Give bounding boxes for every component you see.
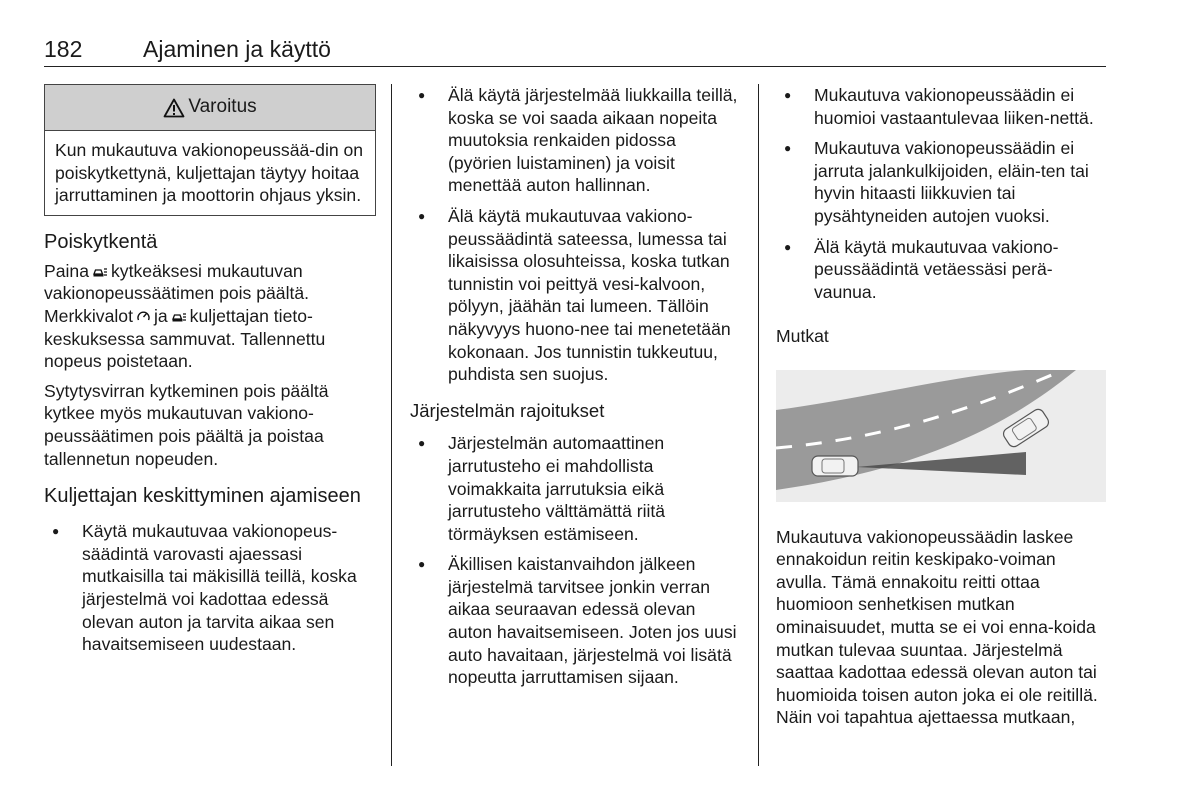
list-item: ● Mukautuva vakionopeussäädin ei jarruta jalankulkijoiden, eläin-ten tai hyvin hitaasti liikkuvien tai pysähtyneiden autojen vuoksi.	[776, 137, 1106, 227]
column-divider	[391, 84, 392, 766]
list-item: ● Äkillisen kaistanvaihdon jälkeen järjestelmä tarvitsee jonkin verran aikaa seuraavan edessä olevan auton havaitsemiseen. Joten jos uusi auto havaitaan, järjestelmä voi lisätä nopeutta jarruttamisen sijaan.	[410, 553, 740, 689]
column-divider	[758, 84, 759, 766]
warning-title: Varoitus	[188, 96, 257, 118]
chapter-title: Ajaminen ja käyttö	[143, 36, 331, 62]
warning-header	[45, 85, 375, 131]
page-number: 182	[44, 36, 83, 62]
section-heading-poiskytkenta: Poiskytkentä	[44, 230, 158, 253]
paragraph: Mukautuva vakionopeussäädin laskee ennakoidun reitin keskipako-voiman avulla. Tämä ennakoitu reitti ottaa huomioon senhetkisen mutkan ominaisuudet, mutta se ei voi enna-koida mutkan tulevaa suuntaa. Järjestelmä saattaa kadottaa edessä olevan auton tai huomioida toisen auton joka ei ole reitillä. Näin voi tapahtua ajettaessa mutkaan,	[776, 526, 1098, 728]
column-1	[44, 84, 376, 664]
page-header	[44, 34, 1106, 67]
list-item: ● Älä käytä mukautuvaa vakiono-peussäädintä vetäessäsi perä-vaunua.	[776, 236, 1106, 304]
warning-box	[44, 84, 376, 216]
warning-triangle-icon	[163, 98, 185, 118]
warning-body: Kun mukautuva vakionopeussää-din on poiskytkettynä, kuljettajan täytyy hoitaa jarruttaminen ja moottorin ohjaus yksin.	[55, 140, 364, 206]
list-item: ● Järjestelmän automaattinen jarrutusteho ei mahdollista voimakkaita jarrutuksia eikä jarrutusteho välttämättä riitä törmäyksen estämiseen.	[410, 432, 740, 545]
list-item: ● Mukautuva vakionopeussäädin ei huomioi vastaantulevaa liiken-nettä.	[776, 84, 1106, 129]
section-heading-rajoitukset: Järjestelmän rajoitukset	[410, 399, 605, 421]
list-item: ● Käytä mukautuvaa vakionopeus-säädintä varovasti ajaessasi mutkaisilla tai mäkisillä teillä, koska järjestelmä voi kadottaa edessä olevan auton ja tarvita aikaa sen havaitsemiseen uudestaan.	[44, 520, 376, 656]
column-2	[410, 84, 740, 697]
list-item: ● Älä käytä mukautuvaa vakiono-peussäädintä sateessa, lumessa tai likaisissa olosuhteissa, koska tutkan tunnistin voi peittyä vesi-kalvoon, pölyyn, jäähän tai lumeen. Tällöin näkyvyys huono-nee tai menetetään kokonaan. Jos tunnistin tukkeutuu, puhdista sen suojus.	[410, 205, 740, 386]
cruise-control-icon	[136, 309, 151, 324]
list-item: ● Älä käytä järjestelmää liukkailla teillä, koska se voi saada aikaan nopeita muutoksia renkaiden pidossa (pyörien luistaminen) ja voisit menettää auton hallinnan.	[410, 84, 740, 197]
acc-car-icon	[92, 265, 108, 279]
column-3	[776, 84, 1106, 736]
acc-car-icon	[171, 310, 187, 324]
curve-radar-illustration	[776, 370, 1106, 502]
car-icon	[812, 456, 858, 476]
paragraph: Paina kytkeäksesi mukautuvan vakionopeussäätimen pois päältä. Merkkivalot ja kuljettajan tieto-keskuksessa sammuvat. Tallennettu nopeus poistetaan.	[44, 260, 326, 372]
section-heading-mutkat: Mutkat	[776, 326, 829, 347]
section-heading-kuljettajan: Kuljettajan keskittyminen ajamiseen	[44, 485, 361, 508]
paragraph: Sytytysvirran kytkeminen pois päältä kytkee myös mukautuvan vakiono-peussäätimen pois päältä ja poistaa tallennetun nopeuden.	[44, 380, 329, 469]
